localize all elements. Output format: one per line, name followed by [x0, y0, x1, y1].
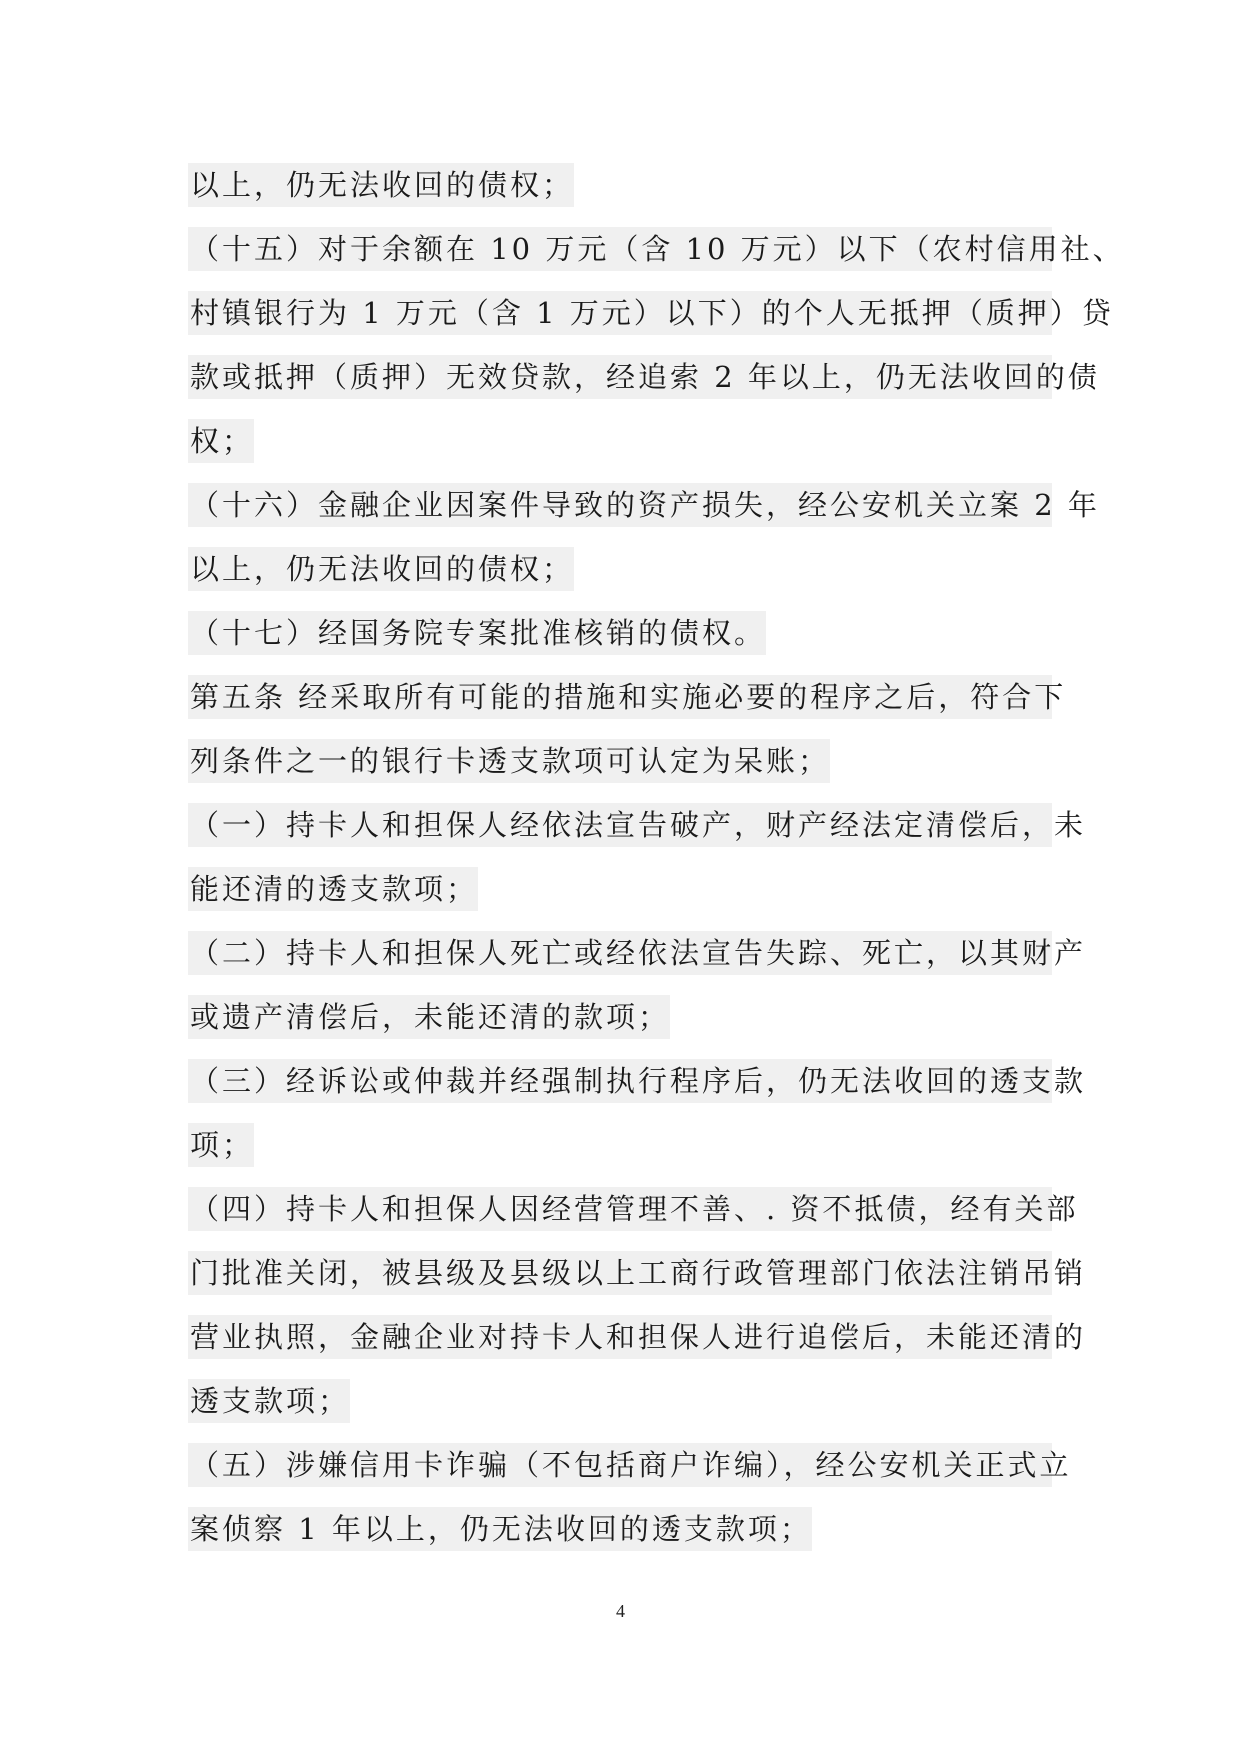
text-line-17: （四）持卡人和担保人因经营管理不善、. 资不抵债，经有关部 [188, 1187, 1052, 1231]
text-line-8: （十七）经国务院专案批准核销的债权。 [188, 611, 766, 655]
text-line-2: （十五）对于余额在 10 万元（含 10 万元）以下（农村信用社、 [188, 227, 1052, 271]
text-line-16: 项； [188, 1123, 254, 1167]
text-line-12: 能还清的透支款项； [188, 867, 478, 911]
text-line-4: 款或抵押（质押）无效贷款，经追索 2 年以上，仍无法收回的债 [188, 355, 1052, 399]
text-line-14: 或遗产清偿后，未能还清的款项； [188, 995, 670, 1039]
text-line-20: 透支款项； [188, 1379, 350, 1423]
text-line-11: （一）持卡人和担保人经依法宣告破产，财产经法定清偿后，未 [188, 803, 1052, 847]
text-line-7: 以上，仍无法收回的债权； [188, 547, 574, 591]
text-line-5: 权； [188, 419, 254, 463]
text-line-22: 案侦察 1 年以上，仍无法收回的透支款项； [188, 1507, 812, 1551]
text-line-10: 列条件之一的银行卡透支款项可认定为呆账； [188, 739, 830, 783]
text-line-18: 门批准关闭，被县级及县级以上工商行政管理部门依法注销吊销 [188, 1251, 1052, 1295]
text-line-19: 营业执照，金融企业对持卡人和担保人进行追偿后，未能还清的 [188, 1315, 1052, 1359]
text-line-6: （十六）金融企业因案件导致的资产损失，经公安机关立案 2 年 [188, 483, 1052, 527]
text-line-9: 第五条 经采取所有可能的措施和实施必要的程序之后，符合下 [188, 675, 1052, 719]
text-line-1: 以上，仍无法收回的债权； [188, 163, 574, 207]
text-line-13: （二）持卡人和担保人死亡或经依法宣告失踪、死亡，以其财产 [188, 931, 1052, 975]
text-line-21: （五）涉嫌信用卡诈骗（不包括商户诈编），经公安机关正式立 [188, 1443, 1052, 1487]
text-line-3: 村镇银行为 1 万元（含 1 万元）以下）的个人无抵押（质押）贷 [188, 291, 1052, 335]
text-line-15: （三）经诉讼或仲裁并经强制执行程序后，仍无法收回的透支款 [188, 1059, 1052, 1103]
page-number: 4 [616, 1601, 625, 1621]
